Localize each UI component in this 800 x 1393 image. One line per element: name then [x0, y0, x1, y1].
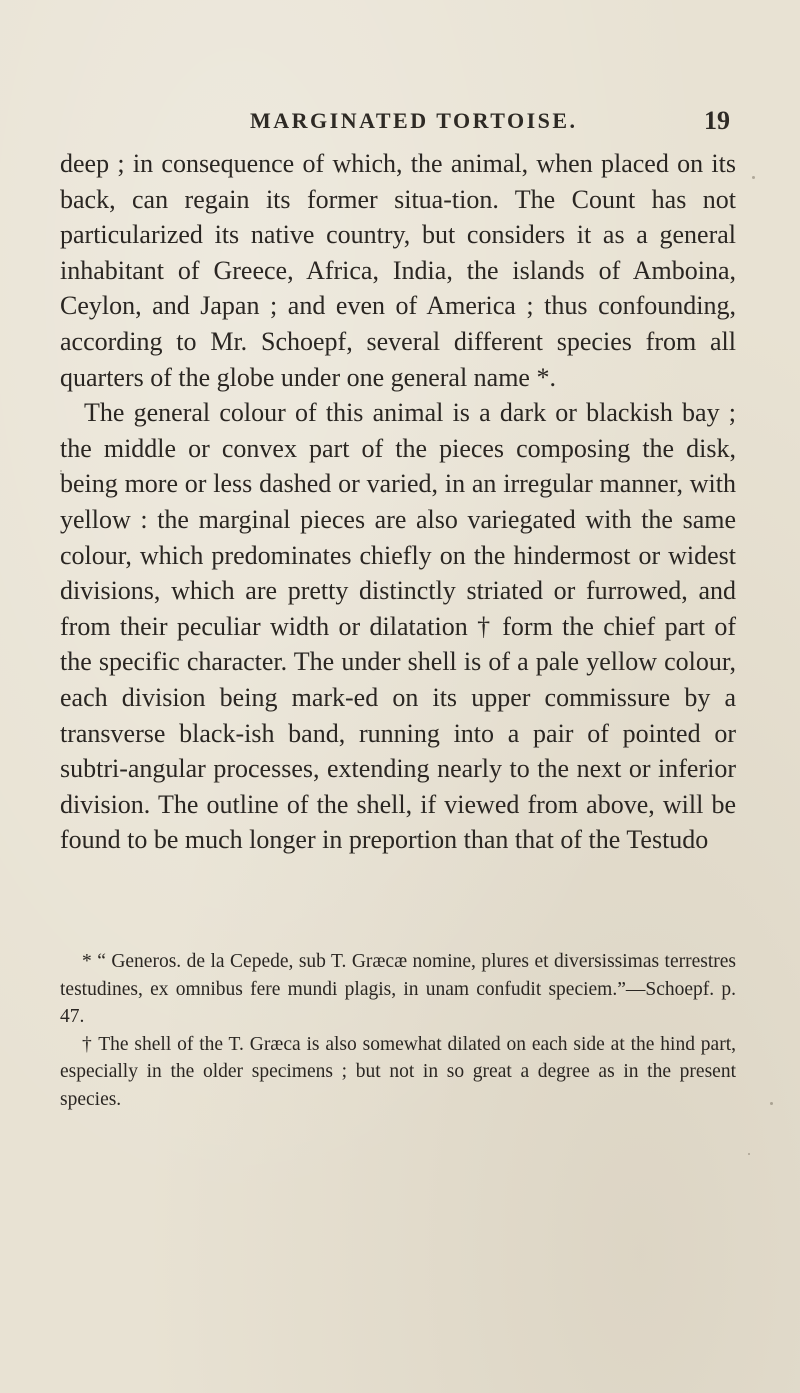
- paper-speck: [60, 470, 62, 472]
- body-text: [60, 146, 736, 858]
- footnotes: [60, 948, 736, 1113]
- running-title: MARGINATED TORTOISE.: [250, 108, 578, 133]
- paragraph-1: deep ; in consequence of which, the animal, when placed on its back, can regain its former situa-tion. The Count has not particularized its native country, but considers it as a general inhabitant of Greece, Africa, India, the islands of Amboina, Ceylon, and Japan ; and even of America ; thus confounding, according to Mr. Schoepf, several different species from all quarters of the globe under one general name *.: [60, 149, 736, 392]
- paper-speck: [770, 1102, 773, 1105]
- paper-speck: [748, 1153, 750, 1155]
- page-number: 19: [704, 106, 730, 135]
- paper-speck: [752, 176, 755, 179]
- footnote-1: * “ Generos. de la Cepede, sub T. Græcæ nomine, plures et diversissimas terrestres testudines, ex omnibus fere mundi plagis, in unam confudit speciem.”—Schoepf. p. 47.: [60, 951, 736, 1027]
- footnote-2: † The shell of the T. Græca is also somewhat dilated on each side at the hind part, especially in the older specimens ; but not in so great a degree as in the present species.: [60, 1033, 736, 1110]
- running-head: [250, 108, 730, 138]
- paragraph-2: The general colour of this animal is a dark or blackish bay ; the middle or convex part of the pieces composing the disk, being more or less dashed or varied, in an irregular manner, with yellow : the marginal pieces are also variegated with the same colour, which predominates chiefly on the hindermost or widest divisions, which are pretty distinctly striated or furrowed, and from their peculiar width or dilatation † form the chief part of the specific character. The under shell is of a pale yellow colour, each division being mark-ed on its upper commissure by a transverse black-ish band, running into a pair of pointed or subtri-angular processes, extending nearly to the next or inferior division. The outline of the shell, if viewed from above, will be found to be much longer in preportion than that of the Testudo: [60, 398, 736, 855]
